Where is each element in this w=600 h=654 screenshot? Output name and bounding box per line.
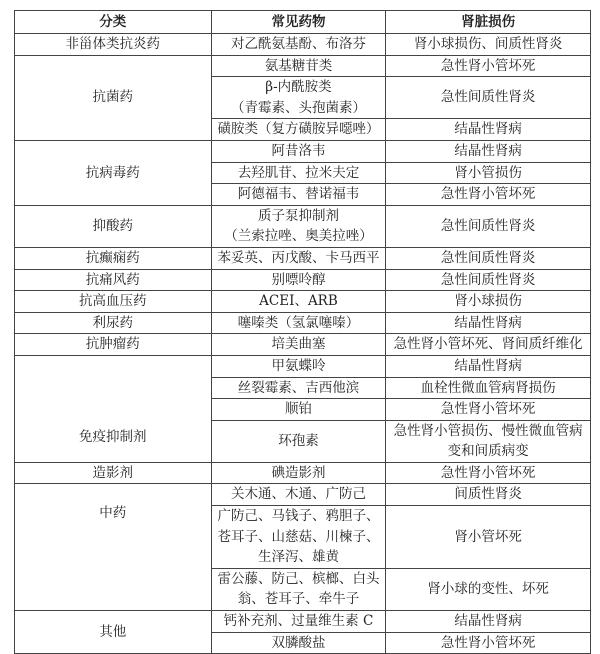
category-cell: 免疫抑制剂	[15, 355, 212, 462]
drug-cell: 噻嗪类（氢氯噻嗪）	[211, 312, 386, 334]
drug-cell: β-内酰胺类 （青霉素、头孢菌素）	[211, 77, 386, 119]
drug-cell: 磺胺类（复方磺胺异噁唑）	[211, 119, 386, 141]
damage-cell: 急性间质性肾炎	[386, 247, 591, 269]
damage-cell: 结晶性肾病	[386, 611, 591, 633]
drug-cell: 关木通、木通、广防己	[211, 484, 386, 506]
damage-cell: 血栓性微血管病肾损伤	[386, 377, 591, 399]
header-category: 分类	[15, 11, 212, 34]
drug-nephrotoxicity-table	[14, 10, 591, 654]
damage-cell: 急性肾小管坏死	[386, 632, 591, 654]
header-damage: 肾脏损伤	[386, 11, 591, 34]
damage-cell: 结晶性肾病	[386, 140, 591, 162]
drug-cell: 钙补充剂、过量维生素 C	[211, 611, 386, 633]
drug-cell: 阿德福韦、替诺福韦	[211, 184, 386, 206]
table-row	[15, 205, 591, 247]
drug-cell: 别嘌呤醇	[211, 269, 386, 291]
damage-cell: 结晶性肾病	[386, 355, 591, 377]
table-row	[15, 34, 591, 56]
category-cell: 其他	[15, 611, 212, 654]
table-row	[15, 611, 591, 633]
drug-cell: 阿昔洛韦	[211, 140, 386, 162]
category-cell: 中药	[15, 484, 212, 611]
drug-cell: ACEI、ARB	[211, 291, 386, 313]
drug-cell: 碘造影剂	[211, 462, 386, 484]
damage-cell: 肾小球损伤、间质性肾炎	[386, 34, 591, 56]
drug-cell: 苯妥英、丙戊酸、卡马西平	[211, 247, 386, 269]
table-body	[15, 34, 591, 654]
table-row	[15, 355, 591, 377]
damage-cell: 急性肾小管坏死	[386, 462, 591, 484]
drug-cell: 广防己、马钱子、鸦胆子、 苍耳子、山慈菇、川楝子、 生泽泻、雄黄	[211, 506, 386, 569]
category-cell: 抗痛风药	[15, 269, 212, 291]
drug-cell: 环孢素	[211, 420, 386, 462]
table-row	[15, 247, 591, 269]
drug-cell: 对乙酰氨基酚、布洛芬	[211, 34, 386, 56]
table-row	[15, 140, 591, 162]
drug-cell: 质子泵抑制剂 （兰索拉唑、奥美拉唑）	[211, 205, 386, 247]
category-cell: 抗癫痫药	[15, 247, 212, 269]
damage-cell: 急性肾小管坏死、肾间质纤维化	[386, 334, 591, 356]
drug-cell: 雷公藤、防己、槟榔、白头 翁、苍耳子、牵牛子	[211, 568, 386, 610]
damage-cell: 肾小球的变性、坏死	[386, 568, 591, 610]
damage-cell: 急性肾小管损伤、慢性微血管病 变和间质病变	[386, 420, 591, 462]
table-row	[15, 484, 591, 506]
drug-cell: 丝裂霉素、吉西他滨	[211, 377, 386, 399]
header-row	[15, 11, 591, 34]
category-cell: 抗肿瘤药	[15, 334, 212, 356]
damage-cell: 结晶性肾病	[386, 312, 591, 334]
damage-cell: 急性肾小管坏死	[386, 55, 591, 77]
category-cell: 非甾体类抗炎药	[15, 34, 212, 56]
drug-cell: 培美曲塞	[211, 334, 386, 356]
damage-cell: 肾小管坏死	[386, 506, 591, 569]
table-row	[15, 291, 591, 313]
drug-cell: 顺铂	[211, 399, 386, 421]
damage-cell: 急性间质性肾炎	[386, 77, 591, 119]
damage-cell: 急性肾小管坏死	[386, 184, 591, 206]
category-cell: 抗高血压药	[15, 291, 212, 313]
header-drugs: 常见药物	[211, 11, 386, 34]
table-row	[15, 269, 591, 291]
damage-cell: 肾小球损伤	[386, 291, 591, 313]
table-row	[15, 462, 591, 484]
damage-cell: 急性肾小管坏死	[386, 399, 591, 421]
damage-cell: 结晶性肾病	[386, 119, 591, 141]
category-cell: 造影剂	[15, 462, 212, 484]
category-cell: 抗菌药	[15, 55, 212, 140]
drug-cell: 双膦酸盐	[211, 632, 386, 654]
drug-cell: 甲氨蝶呤	[211, 355, 386, 377]
damage-cell: 急性间质性肾炎	[386, 269, 591, 291]
category-cell: 抗病毒药	[15, 140, 212, 205]
category-cell: 利尿药	[15, 312, 212, 334]
drug-cell: 氨基糖苷类	[211, 55, 386, 77]
table-row	[15, 334, 591, 356]
damage-cell: 间质性肾炎	[386, 484, 591, 506]
category-cell: 抑酸药	[15, 205, 212, 247]
table-row	[15, 55, 591, 77]
table-row	[15, 312, 591, 334]
drug-cell: 去羟肌苷、拉米夫定	[211, 162, 386, 184]
damage-cell: 肾小管损伤	[386, 162, 591, 184]
damage-cell: 急性间质性肾炎	[386, 205, 591, 247]
